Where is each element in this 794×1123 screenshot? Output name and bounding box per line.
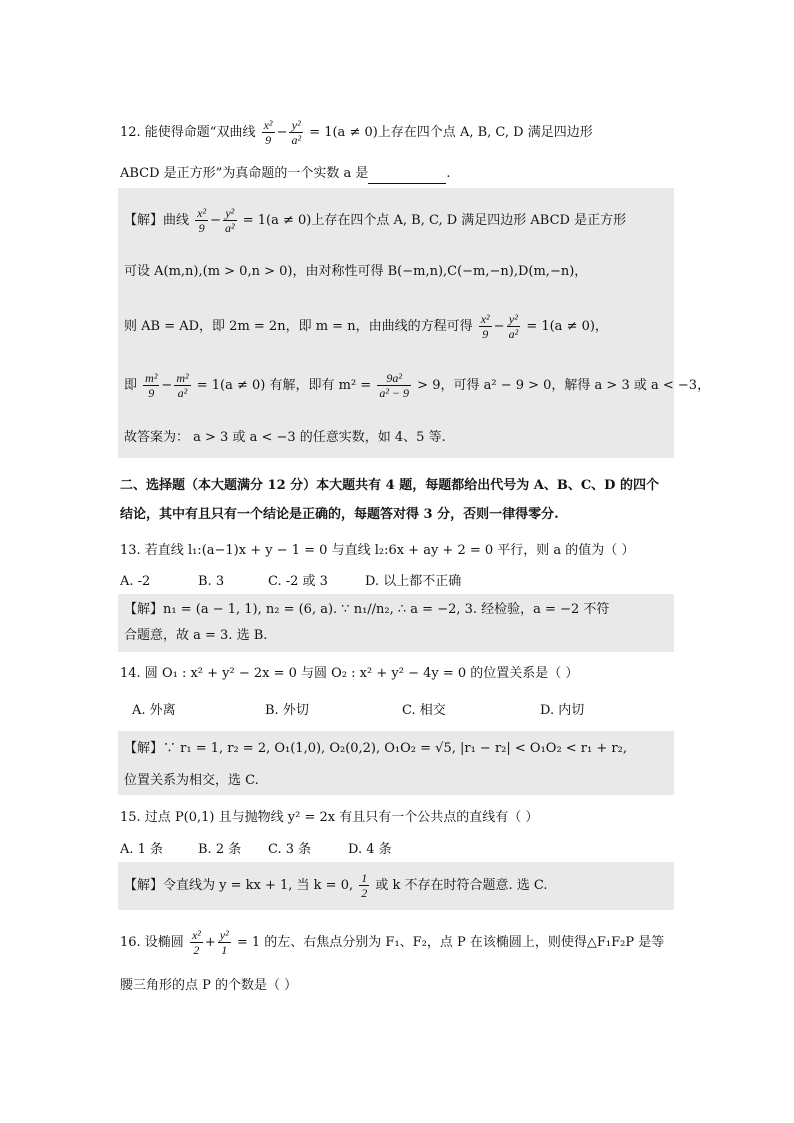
frac-den: 9 [482, 327, 489, 341]
frac-den: 2 [193, 943, 200, 957]
q16-fraction-x [190, 928, 203, 957]
q14-option-b[interactable]: B. 外切 [265, 703, 309, 718]
sol12-l4-suffix: > 9，可得 a² − 9 > 0，解得 a > 3 或 a < −3， [417, 378, 711, 393]
frac-num: m² [176, 371, 189, 385]
q16-line1: 16. 设椭圆 $\frac{\text{x²}}{2}$ + $\frac{\text{y²}}{1}$ = 1 的左、右焦点分别为 F₁、F₂，点 P 在该椭圆上，则使得△F₁F₂P 是等 [120, 928, 665, 957]
q15-stem: 15. 过点 P(0,1) 且与抛物线 y² = 2x 有且只有一个公共点的直线有（ ） [120, 810, 539, 825]
q15-option-a[interactable]: A. 1 条 [120, 842, 164, 857]
frac-num: y² [223, 206, 237, 221]
q12-text-prefix: 12. 能使得命题“双曲线 [120, 125, 256, 140]
frac-den: 2 [361, 886, 368, 900]
answer-blank[interactable] [368, 169, 446, 184]
sol12-fraction-y [223, 206, 237, 235]
sol12-l4-fraction-9a [377, 371, 411, 400]
frac-num: 9a² [377, 371, 411, 386]
sol12-l1-suffix: = 1(a ≠ 0)上存在四个点 A, B, C, D 满足四边形 ABCD 是正方形 [242, 213, 627, 228]
sol12-l4-fraction-m [143, 371, 159, 400]
q12-line2-text: ABCD 是正方形”为真命题的一个实数 a 是 [120, 166, 369, 181]
q13-solution-line2: 合题意，故 a = 3. 选 B. [124, 628, 268, 643]
section2-header-line1: 二、选择题（本大题满分 12 分）本大题共有 4 题，每题都给出代号为 A、B、C、D 的四个 [120, 478, 659, 493]
frac-num: m² [145, 371, 158, 385]
frac-num: x² [191, 928, 201, 942]
sol12-l1-prefix: 【解】曲线 [124, 213, 190, 228]
sol12-line1: 【解】曲线 $\frac{\text{x²}}{9}$ − $\frac{\text{y²}}{\text{a²}}$ = 1(a ≠ 0)上存在四个点 A, B, C, D 满足四边形 ABCD 是正方形 [124, 206, 627, 235]
frac-den: a² [225, 221, 235, 235]
q13-solution-line1: 【解】n₁ = (a − 1, 1), n₂ = (6, a). ∵ n₁//n₂, ∴ a = −2, 3. 经检验，a = −2 不符 [124, 602, 610, 617]
q14-stem: 14. 圆 O₁ : x² + y² − 2x = 0 与圆 O₂ : x² + y² − 4y = 0 的位置关系是（ ） [120, 666, 579, 681]
q16-l1-suffix: = 1 的左、右焦点分别为 F₁、F₂，点 P 在该椭圆上，则使得△F₁F₂P 是等 [236, 935, 665, 950]
sol12-line4: 即 $\frac{\text{m²}}{9}$ − $\frac{\text{m²}}{\text{a²}}$ = 1(a ≠ 0) 有解，即有 m² = $\frac{\text{9a²}}{\text{a² − 9}}$ > 9，可得 a² − 9 > 0，解得 a > 3 或 a < −3， [124, 371, 711, 400]
sol12-fraction-x [195, 206, 208, 235]
q14-solution-line1: 【解】∵ r₁ = 1, r₂ = 2, O₁(1,0), O₂(0,2), O₁O₂ = √5, |r₁ − r₂| < O₁O₂ < r₁ + r₂, [124, 741, 627, 756]
q15-option-d[interactable]: D. 4 条 [348, 842, 392, 857]
q13-option-d[interactable]: D. 以上都不正确 [365, 574, 462, 589]
frac-den: a² [291, 133, 302, 147]
frac-den: 9 [148, 386, 155, 400]
frac-den: a² [508, 327, 519, 341]
q15-solution-box [118, 862, 674, 910]
frac-den: a² − 9 [379, 386, 410, 400]
sol12-l3-fraction-x [479, 312, 492, 341]
q13-option-c[interactable]: C. -2 或 3 [268, 574, 328, 589]
q15-sol-suffix: 或 k 不存在时符合题意. 选 C. [375, 878, 548, 893]
q16-fraction-y [218, 928, 231, 957]
sol12-l4-prefix: 即 [124, 378, 138, 393]
frac-den: 9 [265, 133, 272, 147]
frac-den: 9 [198, 221, 205, 235]
q15-option-b[interactable]: B. 2 条 [198, 842, 242, 857]
q13-stem: 13. 若直线 l₁:(a−1)x + y − 1 = 0 与直线 l₂:6x + ay + 2 = 0 平行，则 a 的值为（ ） [120, 543, 635, 558]
q15-sol-fraction [359, 871, 369, 900]
sol12-l4-fraction-ma [174, 371, 190, 400]
q16-line2: 腰三角形的点 P 的个数是（ ） [120, 978, 298, 993]
sol12-line2: 可设 A(m,n),(m > 0,n > 0)，由对称性可得 B(−m,n),C(−m,−n),D(m,−n)， [124, 264, 588, 279]
frac-num: x² [480, 312, 490, 326]
q16-l1-prefix: 16. 设椭圆 [120, 935, 184, 950]
q12-fraction-x [262, 118, 275, 147]
sol12-l4-mid: = 1(a ≠ 0) 有解，即有 m² = [196, 378, 372, 393]
frac-num: x² [263, 118, 273, 132]
q14-option-d[interactable]: D. 内切 [540, 703, 585, 718]
sol12-l3-fraction-y [507, 312, 521, 341]
q14-solution-line2: 位置关系为相交，选 C. [124, 773, 259, 788]
q12-solution-box [118, 188, 711, 458]
frac-den: 1 [221, 943, 228, 957]
frac-num: 1 [361, 871, 368, 885]
frac-num: x² [197, 206, 207, 220]
q14-option-c[interactable]: C. 相交 [402, 703, 446, 718]
frac-num: y² [219, 928, 229, 942]
q12-text-suffix: = 1(a ≠ 0)上存在四个点 A, B, C, D 满足四边形 [309, 125, 593, 140]
q13-option-a[interactable]: A. -2 [120, 574, 151, 589]
q15-option-c[interactable]: C. 3 条 [268, 842, 312, 857]
q13-option-b[interactable]: B. 3 [198, 574, 225, 589]
frac-num: y² [507, 312, 521, 327]
q12-fraction-y [289, 118, 303, 147]
sol12-line3: 则 AB = AD，即 2m = 2n，即 m = n，由曲线的方程可得 $\frac{\text{x²}}{9}$ − $\frac{\text{y²}}{\text{a²}}$ = 1(a ≠ 0)， [124, 312, 608, 341]
sol12-l3-suffix: = 1(a ≠ 0)， [526, 319, 608, 334]
q15-solution-line [124, 870, 684, 902]
q13-solution-box [118, 594, 674, 652]
q15-sol-prefix: 【解】令直线为 y = kx + 1, 当 k = 0, [124, 878, 354, 893]
q12-line2-end: . [446, 166, 451, 181]
q12-line1: 12. 能使得命题“双曲线 $\frac{\text{x²}}{9}$ − $\frac{\text{y²}}{\text{a²}}$ = 1(a ≠ 0)上存在四个点 A, B, C, D 满足四边形 [120, 118, 593, 147]
sol12-line5: 故答案为： a > 3 或 a < −3 的任意实数，如 4、5 等. [124, 430, 446, 445]
q12-line2 [120, 164, 680, 184]
sol12-l3-prefix: 则 AB = AD，即 2m = 2n，即 m = n，由曲线的方程可得 [124, 319, 473, 334]
section2-header-line2: 结论，其中有且只有一个结论是正确的，每题答对得 3 分，否则一律得零分. [120, 507, 559, 522]
frac-den: a² [177, 386, 188, 400]
q14-solution-box [118, 731, 674, 795]
q14-option-a[interactable]: A. 外离 [132, 703, 176, 718]
frac-num: y² [289, 118, 303, 133]
